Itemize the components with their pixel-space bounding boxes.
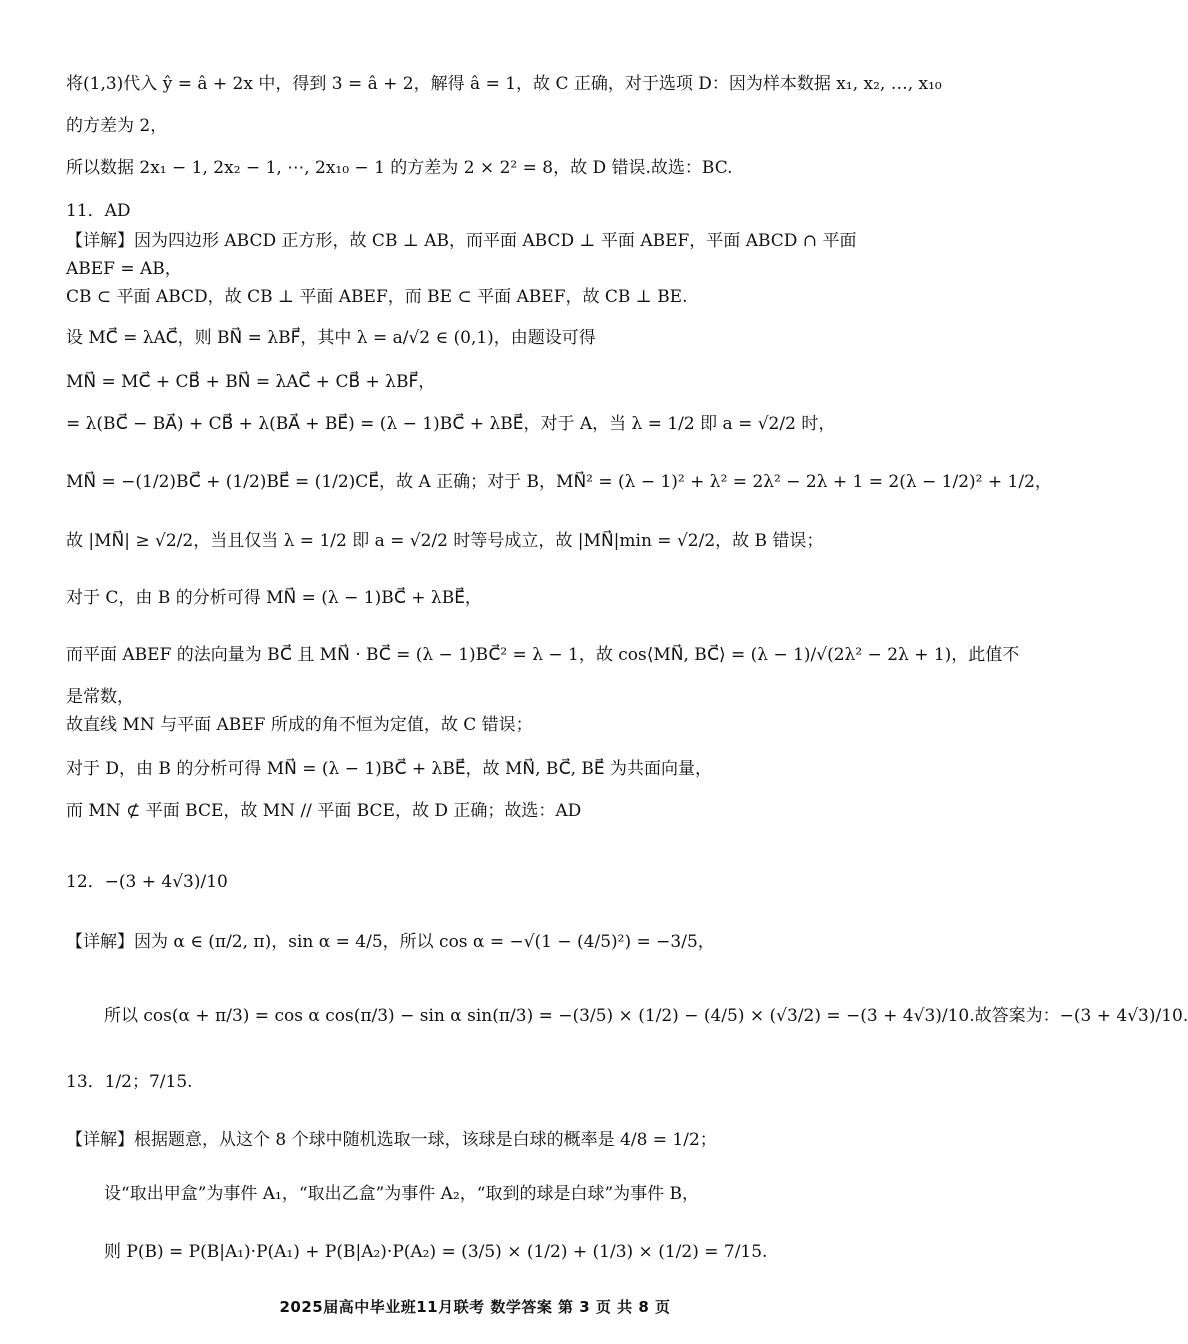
text-line: 则 P(B) = P(B|A₁)·P(A₁) + P(B|A₂)·P(A₂) = (3/5) × (1/2) + (1/3) × (1/2) = 7/15. xyxy=(104,1242,768,1262)
text-line: 所以数据 2x₁ − 1, 2x₂ − 1, ⋯, 2x₁₀ − 1 的方差为 2 × 2² = 8，故 D 错误.故选：BC. xyxy=(66,158,733,178)
text-line: 【详解】因为 α ∈ (π/2, π)，sin α = 4/5，所以 cos α = −√(1 − (4/5)²) = −3/5， xyxy=(66,932,715,952)
text-line: 设“取出甲盒”为事件 A₁，“取出乙盒”为事件 A₂，“取到的球是白球”为事件 B， xyxy=(104,1184,700,1204)
text-line: 故 |MN⃗| ≥ √2/2，当且仅当 λ = 1/2 即 a = √2/2 时等号成立，故 |MN⃗|min = √2/2，故 B 错误； xyxy=(66,531,824,551)
text-line: 所以 cos(α + π/3) = cos α cos(π/3) − sin α sin(π/3) = −(3/5) × (1/2) − (4/5) × (√3/2) = −(3 + 4√3)/10.故答案为：−(3 + 4√3)/10. xyxy=(104,1006,1188,1026)
text-line: 将(1,3)代入 ŷ = â + 2x 中，得到 3 = â + 2，解得 â = 1，故 C 正确，对于选项 D：因为样本数据 x₁, x₂, …, x₁₀ xyxy=(66,74,942,94)
text-line: 对于 C，由 B 的分析可得 MN⃗ = (λ − 1)BC⃗ + λBE⃗， xyxy=(66,588,482,608)
problem-13-answer: 13．1/2；7/15. xyxy=(66,1072,193,1092)
text-line: ABEF = AB， xyxy=(66,259,182,279)
text-line: 对于 D，由 B 的分析可得 MN⃗ = (λ − 1)BC⃗ + λBE⃗，故 MN⃗, BC⃗, BE⃗ 为共面向量， xyxy=(66,759,713,779)
text-line: 设 MC⃗ = λAC⃗，则 BN⃗ = λBF⃗，其中 λ = a/√2 ∈ (0,1)，由题设可得 xyxy=(66,328,596,348)
text-line: 的方差为 2， xyxy=(66,116,168,136)
text-line: 【详解】因为四边形 ABCD 正方形，故 CB ⊥ AB，而平面 ABCD ⊥ 平面 ABEF，平面 ABCD ∩ 平面 xyxy=(66,231,857,251)
problem-12-answer: 12．−(3 + 4√3)/10 xyxy=(66,872,228,892)
text-line: CB ⊂ 平面 ABCD，故 CB ⊥ 平面 ABEF，而 BE ⊂ 平面 ABEF，故 CB ⊥ BE. xyxy=(66,287,688,307)
text-line: = λ(BC⃗ − BA⃗) + CB⃗ + λ(BA⃗ + BE⃗) = (λ − 1)BC⃗ + λBE⃗，对于 A，当 λ = 1/2 即 a = √2/2 时， xyxy=(66,414,836,434)
text-line: 故直线 MN 与平面 ABEF 所成的角不恒为定值，故 C 错误； xyxy=(66,715,533,735)
text-line: 【详解】根据题意，从这个 8 个球中随机选取一球，该球是白球的概率是 4/8 = 1/2； xyxy=(66,1130,717,1150)
text-line: 是常数， xyxy=(66,687,134,707)
text-line: 而 MN ⊄ 平面 BCE，故 MN // 平面 BCE，故 D 正确；故选：AD xyxy=(66,801,582,821)
problem-11-answer: 11．AD xyxy=(66,201,131,221)
text-line: MN⃗ = −(1/2)BC⃗ + (1/2)BE⃗ = (1/2)CE⃗，故 A 正确；对于 B，MN⃗² = (λ − 1)² + λ² = 2λ² − 2λ + 1 = 2(λ − 1/2)² + 1/2， xyxy=(66,472,1052,492)
page-footer: 2025届高中毕业班11月联考 数学答案 第 3 页 共 8 页 xyxy=(279,1298,671,1316)
text-line: 而平面 ABEF 的法向量为 BC⃗ 且 MN⃗ · BC⃗ = (λ − 1)BC⃗² = λ − 1，故 cos⟨MN⃗, BC⃗⟩ = (λ − 1)/√(2λ² − 2λ + 1)，此值不 xyxy=(66,645,1020,665)
text-line: MN⃗ = MC⃗ + CB⃗ + BN⃗ = λAC⃗ + CB⃗ + λBF⃗， xyxy=(66,372,436,392)
